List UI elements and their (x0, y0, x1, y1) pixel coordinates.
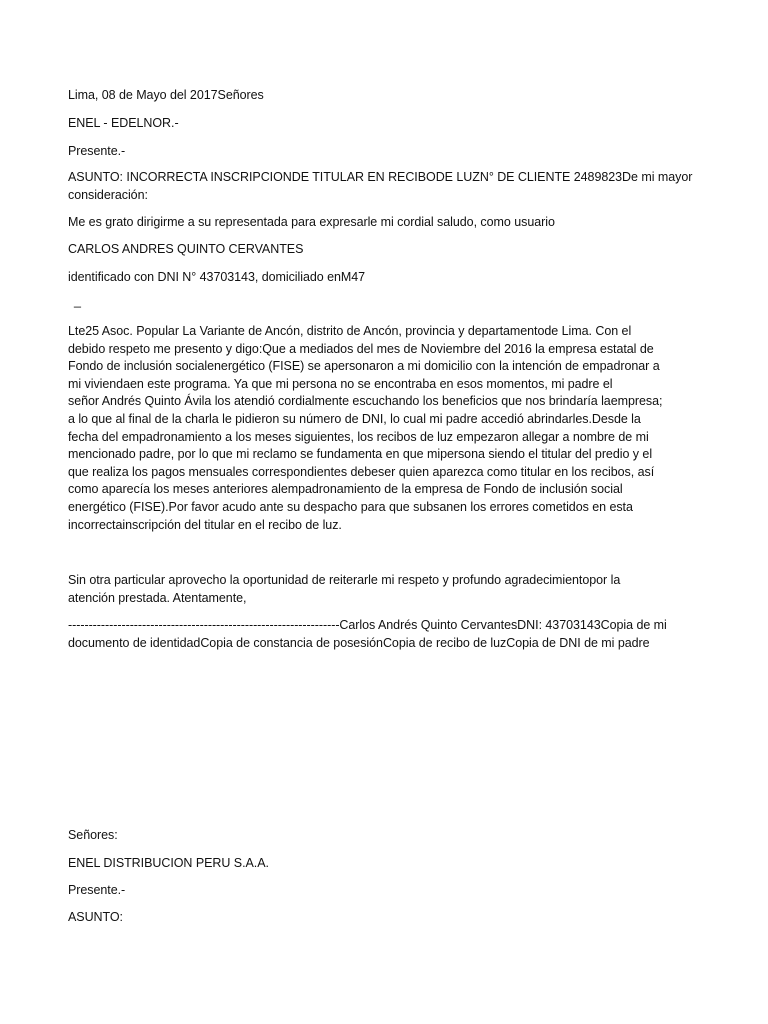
body-line: mencionado padre, por lo que mi reclamo se fundamenta en que mipersona siendo el titular del predio y el (68, 447, 653, 462)
body-line: a lo que al final de la charla le pidieron su número de DNI, lo cual mi padre accedió abrindarles.Desde la (68, 411, 641, 426)
date-line: Lima, 08 de Mayo del 2017Señores (68, 88, 264, 102)
subject-line: ASUNTO: INCORRECTA INSCRIPCIONDE TITULAR EN RECIBODE LUZN° DE CLIENTE 2489823De mi mayor (68, 170, 693, 184)
body-line: incorrectainscripción del titular en el recibo de luz. (68, 517, 342, 532)
body-line: fecha del empadronamiento a los meses siguientes, los recibos de luz empezaron allegar a nombre de mi (68, 429, 649, 444)
subject-paragraph (68, 169, 693, 204)
body-line: como aparecía los meses anteriores alempadronamiento de la empresa de Fondo de inclusión social (68, 482, 623, 497)
second-letter-recipient: ENEL DISTRIBUCION PERU S.A.A. (68, 856, 269, 870)
closing-line: Sin otra particular aprovecho la oportunidad de reiterarle mi respeto y profundo agradecimientopor la (68, 573, 621, 587)
id-line: identificado con DNI N° 43703143, domiciliado enM47 (68, 270, 366, 284)
body-line: mi viviendaen este programa. Ya que mi persona no se encontraba en esos momentos, mi padre el (68, 376, 613, 391)
body-line: señor Andrés Quinto Ávila los atendió cordialmente escuchando los beneficios que nos brindaría laempresa; (68, 394, 663, 409)
body-line: Fondo de inclusión socialenergético (FISE) se apersonaron a mi domicilio con la intención de empadronar a (68, 359, 660, 374)
signature-line: documento de identidadCopia de constancia de posesiónCopia de recibo de luzCopia de DNI de mi padre (68, 635, 650, 650)
dash-line: _ (74, 294, 81, 308)
body-line: Lte25 Asoc. Popular La Variante de Ancón, distrito de Ancón, provincia y departamentode Lima. Con el (68, 324, 632, 338)
intro-line: Me es grato dirigirme a su representada para expresarle mi cordial saludo, como usuario (68, 215, 555, 229)
body-line: debido respeto me presento y digo:Que a mediados del mes de Noviembre del 2016 la empresa estatal de (68, 341, 654, 356)
recipient-line: ENEL - EDELNOR.- (68, 116, 179, 130)
second-letter-salutation: Señores: (68, 828, 118, 842)
body-line: que realiza los pagos mensuales correspondientes debeser quien aparezca como titular en los recibos, así (68, 464, 655, 479)
signature-block (68, 617, 680, 652)
signature-line: ------------------------------------------------------------------Carlos Andrés Quinto CervantesDNI: 43703143Copia de mi (68, 618, 667, 632)
sender-name: CARLOS ANDRES QUINTO CERVANTES (68, 242, 304, 256)
subject-line: consideración: (68, 187, 148, 202)
closing-paragraph (68, 572, 680, 607)
second-letter-greeting: Presente.- (68, 883, 126, 897)
greeting-line: Presente.- (68, 144, 126, 158)
body-line: energético (FISE).Por favor acudo ante su despacho para que subsanen los errores cometidos en esta (68, 499, 633, 514)
closing-line: atención prestada. Atentamente, (68, 590, 247, 605)
body-paragraph (68, 323, 680, 534)
second-letter-subject: ASUNTO: (68, 910, 123, 924)
